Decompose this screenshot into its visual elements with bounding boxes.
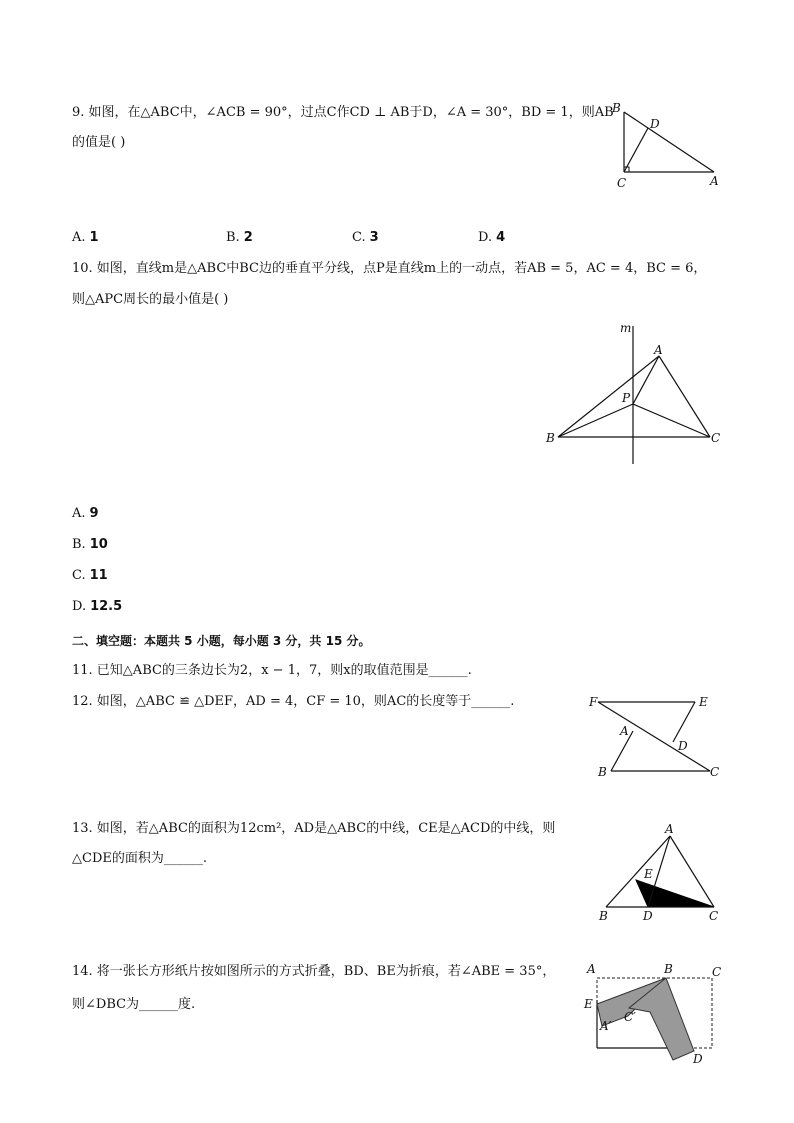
q10-option-b-key: B. — [72, 537, 86, 552]
q10-option-b-value: 10 — [89, 537, 108, 552]
q9-option-d-key: D. — [478, 230, 493, 245]
q9-option-c[interactable] — [352, 229, 379, 247]
q10-option-c-value: 11 — [89, 568, 108, 583]
q9-label-d: D — [650, 117, 660, 131]
q14-label-a-prime: A′ — [600, 1019, 612, 1033]
q12-side-fc — [598, 702, 710, 771]
q9-option-c-key: C. — [352, 230, 366, 245]
q12-side-ed — [673, 702, 695, 742]
q13-label-d: D — [643, 909, 653, 923]
q13-label-b: B — [599, 909, 608, 923]
q9-altitude-cd — [624, 128, 648, 172]
q9-stem-line1: 9. 如图，在△ABC中，∠ACB = 90°，过点C作CD ⊥ AB于D，∠A = 30°，BD = 1，则AB — [72, 105, 614, 120]
q10-option-a[interactable] — [72, 505, 99, 523]
q10-option-d[interactable] — [72, 598, 122, 616]
q9-side-ab — [624, 112, 714, 172]
q12-label-c: C — [710, 765, 720, 779]
q9-option-d[interactable] — [478, 229, 505, 247]
q13-stem-line1: 13. 如图，若△ABC的面积为12cm²，AD是△ABC的中线，CE是△ACD的中线，则 — [72, 821, 556, 836]
q14-label-c-prime: C′ — [624, 1010, 636, 1024]
section-fill-in-header: 二、填空题：本题共 5 小题，每小题 3 分，共 15 分。 — [72, 634, 371, 648]
q10-segment-pb — [558, 404, 633, 437]
q10-side-ab — [558, 356, 659, 437]
q13-label-c: C — [709, 909, 719, 923]
q12-label-b: B — [598, 765, 607, 779]
q9-option-b[interactable] — [226, 229, 253, 247]
q13-stem-line2: △CDE的面积为______. — [72, 851, 207, 866]
q9-label-b: B — [612, 101, 621, 115]
q13-figure — [590, 818, 730, 928]
q10-stem-line2: 则△APC周长的最小值是( ) — [72, 292, 229, 307]
q10-figure — [540, 318, 730, 468]
q9-option-b-key: B. — [226, 230, 240, 245]
q10-option-a-value: 9 — [89, 506, 99, 521]
q10-option-d-key: D. — [72, 599, 87, 614]
q14-stem-line2: 则∠DBC为______度. — [72, 997, 196, 1012]
q10-label-m: m — [620, 321, 632, 335]
q10-label-b: B — [546, 431, 555, 445]
q9-option-c-value: 3 — [369, 230, 379, 245]
q14-stem-line1: 14. 将一张长方形纸片按如图所示的方式折叠，BD、BE为折痕，若∠ABE = 35°， — [72, 964, 556, 979]
q9-option-a-value: 1 — [89, 230, 99, 245]
q10-option-a-key: A. — [72, 506, 86, 521]
q9-figure — [600, 98, 740, 193]
q10-label-p: P — [622, 391, 631, 405]
q10-option-b[interactable] — [72, 536, 108, 554]
q14-label-b: B — [664, 962, 673, 976]
q11-stem: 11. 已知△ABC的三条边长为2，x − 1，7，则x的取值范围是______. — [72, 663, 472, 678]
q12-label-e: E — [699, 695, 708, 709]
q12-figure — [582, 690, 732, 785]
q10-stem-line1: 10. 如图，直线m是△ABC中BC边的垂直平分线，点P是直线m上的一动点，若AB = 5，AC = 4，BC = 6， — [72, 261, 707, 276]
q12-stem: 12. 如图，△ABC ≌ △DEF，AD = 4，CF = 10，则AC的长度等于______. — [72, 694, 515, 709]
q9-label-a: A — [710, 174, 719, 188]
q9-option-d-value: 4 — [496, 230, 506, 245]
q12-label-d: D — [678, 739, 688, 753]
q12-label-f: F — [589, 695, 598, 709]
q9-option-a[interactable] — [72, 229, 99, 247]
q14-label-d: D — [693, 1052, 703, 1066]
q12-label-a: A — [620, 724, 629, 738]
q14-label-e: E — [584, 997, 593, 1011]
q14-label-c: C — [712, 965, 722, 979]
q13-label-a: A — [665, 822, 674, 836]
q9-option-b-value: 2 — [243, 230, 253, 245]
q14-label-a: A — [587, 962, 596, 976]
q10-label-a: A — [654, 343, 663, 357]
q10-option-c[interactable] — [72, 567, 108, 585]
q10-option-d-value: 12.5 — [90, 599, 123, 614]
q10-option-c-key: C. — [72, 568, 86, 583]
q10-side-ac — [659, 356, 710, 437]
q10-label-c: C — [711, 431, 721, 445]
q9-label-c: C — [617, 176, 627, 190]
q10-segment-pa — [633, 356, 659, 404]
q14-figure — [580, 960, 730, 1070]
q10-segment-pc — [633, 404, 710, 437]
q13-label-e: E — [644, 867, 653, 881]
q9-option-a-key: A. — [72, 230, 86, 245]
q13-shaded-triangle-cde — [636, 880, 714, 907]
q9-stem-line2: 的值是( ) — [72, 135, 126, 150]
